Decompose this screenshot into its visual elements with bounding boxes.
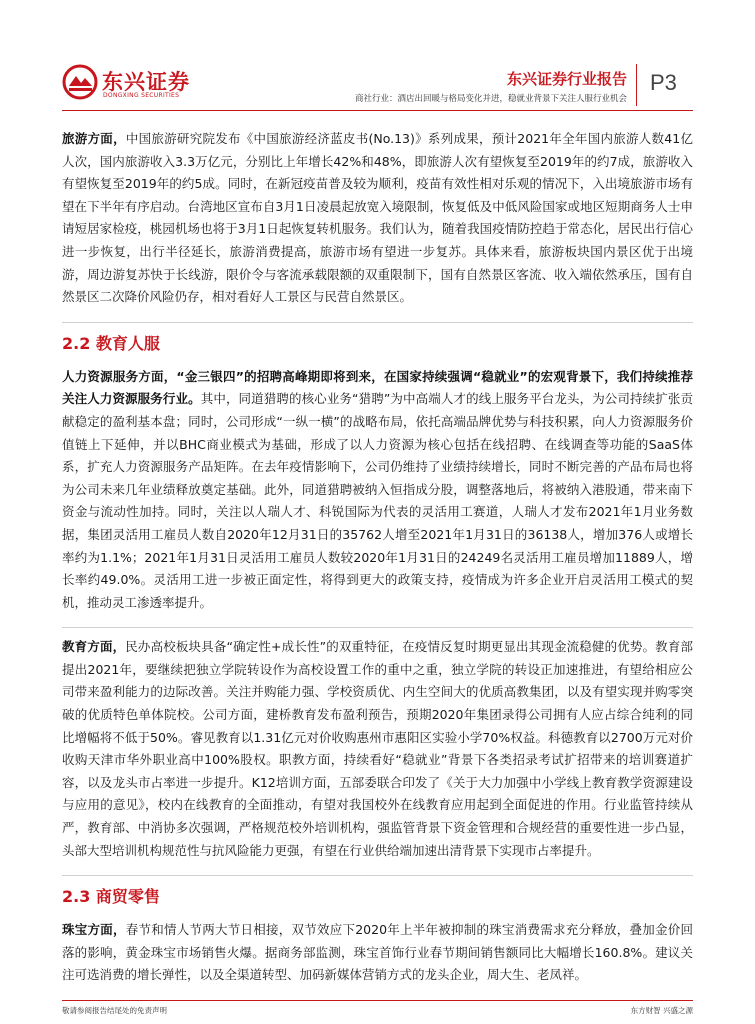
tourism-paragraph — [62, 128, 693, 309]
section-heading-education: 2.2 教育人服 — [62, 333, 160, 353]
hr-lead: 人力资源服务方面，“金三银四”的招聘高峰期即将到来，在国家持续强调“稳就业”的宏观背景下，我们持续推荐关注人力资源服务行业。 — [62, 368, 693, 407]
header-rule — [62, 110, 693, 111]
jewelry-lead: 珠宝方面， — [62, 922, 126, 938]
logo-cn-text: 东兴证券 — [102, 70, 190, 94]
page-number: P3 — [650, 70, 677, 95]
footer-rule — [62, 1000, 693, 1001]
header-divider — [636, 64, 637, 106]
jewelry-paragraph — [62, 919, 693, 987]
tourism-lead: 旅游方面， — [62, 131, 126, 146]
tourism-text: 中国旅游研究院发布《中国旅游经济蓝皮书(No.13)》系列成果，预计2021年全年国内旅游人数41亿人次，国内旅游收入3.3万亿元，分别比上年增长42%和48%，即旅游人次有望恢复至2019年的约7成，旅游收入有望恢复至2019年的约5成。同时，在新冠疫苗普及较为顺利，疫苗有效性相对乐观的情况下，入出境旅游市场有望在下半年有序启动。台湾地区宣布自3月1日凌晨起放宽入境限制，恢复低及中低风险国家或地区短期商务人士申请短居家检疫，桃园机场也将于3月1日起恢复转机服务。我们认为，随着我国疫情防控趋于常态化，居民出行信心进一步恢复，出行半径延长，旅游消费提高，旅游市场有望进一步复苏。具体来看，旅游板块国内景区优于出境游，周边游复苏快于长线游，限价令与客流承载限额的双重限制下，国有自然景区客流、收入端依然承压，国有自然景区二次降价风险仍存，相对看好人工景区与民营自然景区。 — [62, 131, 693, 305]
footer-slogan: 东方财智 兴盛之源 — [630, 1006, 693, 1015]
section-divider — [62, 322, 693, 323]
education-text: 民办高校板块具备“确定性+成长性”的双重特征，在疫情反复时期更显出其现金流稳健的优势。教育部提出2021年，要继续把独立学院转设作为高校设置工作的重中之重，独立学院的转设正加速推进，有望给相应公司带来盈利能力的边际改善。关注并购能力强、学校资质优、内生空间大的优质高教集团，以及有望实现并购零突破的优质特色单体院校。公司方面，建桥教育发布盈利预告，预期2020年集团录得公司拥有人应占综合纯利的同比增幅将不低于50%。睿见教育以1.31亿元对价收购惠州市惠阳区实验小学70%权益。科德教育以2700万元对价收购天津市华外职业高中100%股权。职教方面，持续看好“稳就业”背景下各类招录考试扩招带来的培训赛道扩容，以及龙头市占率进一步提升。K12培训方面，五部委联合印发了《关于大力加强中小学线上教育教学资源建设与应用的意见》，校内在线教育的全面推动，有望对我国校外在线教育应用起到全面促进的作用。行业监管持续从严，教育部、中消协多次强调，严格规范校外培训机构，强监管背景下资金管理和合规经营的重要性进一步凸显，头部大型培训机构规范性与抗风险能力更强，有望在行业供给端加速出清背景下实现市占率提升。 — [62, 639, 693, 858]
education-lead: 教育方面， — [62, 639, 126, 655]
page-header — [0, 0, 755, 115]
footer-disclaimer: 敬请参阅报告结尾处的免责声明 — [62, 1006, 167, 1015]
hr-paragraph — [62, 366, 693, 615]
dongxing-logo-icon — [62, 64, 98, 100]
report-title: 东兴证券行业报告 — [506, 70, 627, 88]
report-body — [62, 128, 693, 1000]
report-subtitle: 商社行业：酒店出回暖与格局变化并进，稳就业背景下关注人服行业机会 — [354, 94, 627, 104]
hr-text: 其中，同道猎聘的核心业务“猎聘”为中高端人才的线上服务平台龙头，为公司持续扩张贡献稳定的盈利基本盘；同时，公司形成“一纵一横”的战略布局，依托高端品牌优势与科技积累，向人力资源服务价值链上下延伸，并以BHC商业模式为基础，形成了以人力资源为核心包括在线招聘、在线调查等功能的SaaS体系，扩充人力资源服务产品矩阵。在去年疫情影响下，公司仍维持了业绩持续增长，同时不断完善的产品布局也将为公司未来几年业绩释放奠定基础。此外，同道猎聘被纳入恒指成分股，调整落地后，将被纳入港股通，带来南下资金与流动性加持。同时，关注以人瑞人才、科锐国际为代表的灵活用工赛道，人瑞人才发布2021年1月业务数据，集团灵活用工雇员人数自2020年12月31日的35762人增至2021年1月31日的36138人，增加376人或增长率约为1.1%；2021年1月31日灵活用工雇员人数较2020年1月31日的24249名灵活用工雇员增加11889人，增长率约49.0%。灵活用工进一步被正面定性，将得到更大的政策支持，疫情成为许多企业开启灵活用工模式的契机，推动灵工渗透率提升。 — [62, 391, 693, 610]
company-logo — [62, 62, 192, 102]
logo-en-text: DONGXING SECURITIES — [103, 92, 180, 99]
section-heading-retail: 2.3 商贸零售 — [62, 887, 160, 907]
section-divider — [62, 875, 693, 876]
section-divider — [62, 627, 693, 628]
jewelry-text: 春节和情人节两大节日相接，双节效应下2020年上半年被抑制的珠宝消费需求充分释放，叠加金价回落的影响，黄金珠宝市场销售火爆。据商务部监测，珠宝首饰行业春节期间销售额同比大幅增长160.8%。建议关注可选消费的增长弹性，以及全渠道转型、加码新媒体营销方式的龙头企业，周大生、老凤祥。 — [62, 922, 693, 983]
education-paragraph — [62, 636, 693, 862]
